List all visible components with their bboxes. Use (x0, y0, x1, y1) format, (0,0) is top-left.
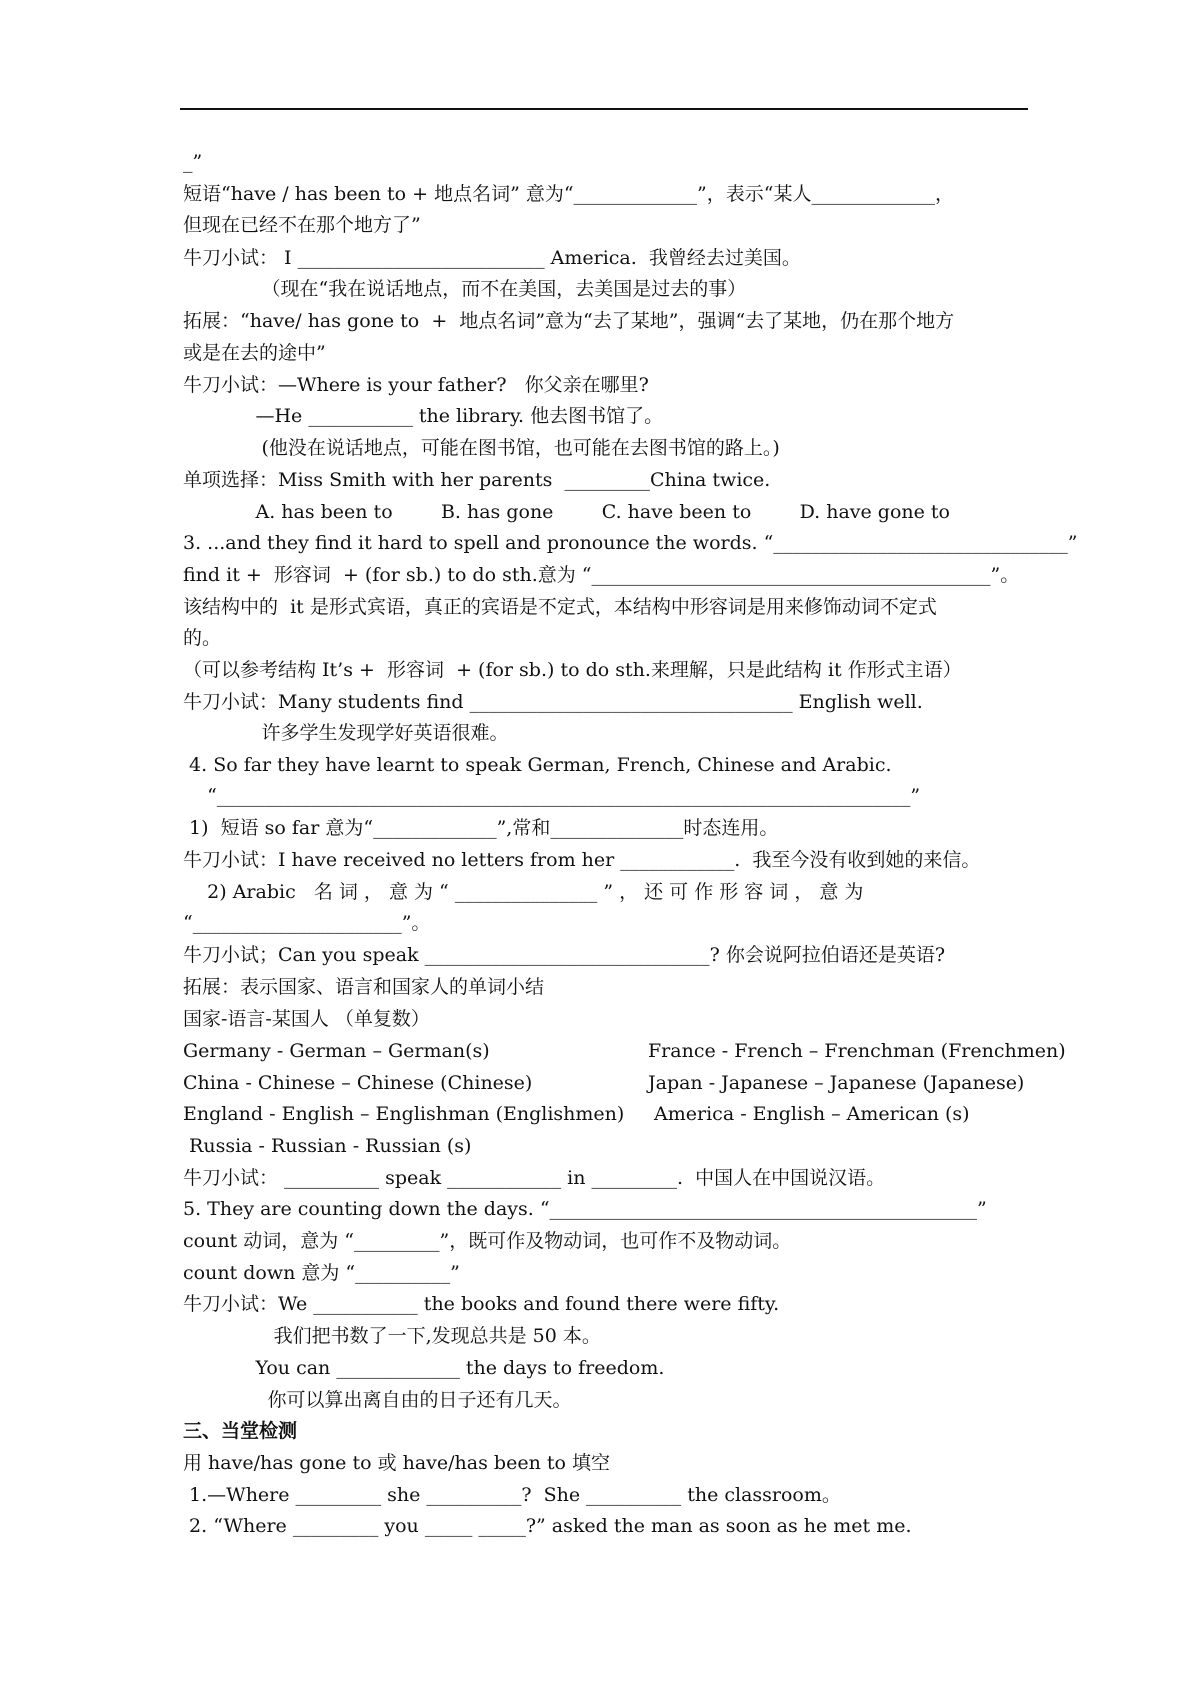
text-line: 牛刀小试： I __________________________ America. 我曾经去过美国。 (183, 247, 801, 269)
text-line: 但现在已经不在那个地方了” (183, 214, 421, 236)
text-line: （现在“我在说话地点，而不在美国，去美国是过去的事） (183, 278, 747, 300)
text-line: 牛刀小试；Can you speak ______________________________? 你会说阿拉伯语还是英语? (183, 944, 946, 966)
text-line: 2) Arabic 名 词 ， 意 为 “ _______________ ” ， 还 可 作 形 容 词 ， 意 为 (183, 881, 864, 903)
text-line: 3. ...and they find it hard to spell and pronounce the words. “_______________________________” (183, 532, 1078, 554)
section-title: 三、当堂检测 (183, 1420, 298, 1442)
text-line: 或是在去的途中” (183, 342, 326, 364)
text-line: 牛刀小试：I have received no letters from her ____________. 我至今没有收到她的来信。 (183, 849, 981, 871)
text-line: 牛刀小试：We ___________ the books and found there were fifty. (183, 1293, 780, 1315)
text-line: 4. So far they have learnt to speak German, French, Chinese and Arabic. (183, 754, 892, 776)
text-line: 牛刀小试： __________ speak ____________ in _________. 中国人在中国说汉语。 (183, 1167, 886, 1189)
text-line: —He ___________ the library. 他去图书馆了。 (183, 405, 664, 427)
text-line: 该结构中的 it 是形式宾语，真正的宾语是不定式，本结构中形容词是用来修饰动词不定式 (183, 596, 937, 618)
text-line: 单项选择：Miss Smith with her parents _________China twice. (183, 469, 771, 491)
text-line: 牛刀小试：—Where is your father? 你父亲在哪里? (183, 374, 649, 396)
country-row-left: China - Chinese – Chinese (Chinese) (183, 1072, 533, 1094)
text-line: (他没在说话地点，可能在图书馆，也可能在去图书馆的路上。) (183, 437, 780, 459)
text-line: 国家-语言-某国人 （单复数） (183, 1008, 430, 1030)
exercise-line: 2. “Where _________ you _____ _____?” asked the man as soon as he met me. (183, 1515, 912, 1537)
text-line: 我们把书数了一下,发现总共是 50 本。 (183, 1325, 601, 1347)
text-line: find it + 形容词 + (for sb.) to do sth.意为 “__________________________________________”。 (183, 564, 1020, 586)
text-line: _” (183, 151, 203, 173)
country-row-left: Russia - Russian - Russian (s) (183, 1135, 472, 1157)
text-line: 拓展：表示国家、语言和国家人的单词小结 (183, 976, 545, 998)
text-line: 1) 短语 so far 意为“_____________”,常和______________时态连用。 (183, 817, 779, 839)
country-row-right: America - English – American (s) (648, 1103, 970, 1125)
text-line: You can _____________ the days to freedom. (183, 1357, 665, 1379)
country-row-right: France - French – Frenchman (Frenchmen) (648, 1040, 1066, 1062)
text-line: “______________________”。 (183, 912, 431, 934)
text-line: 许多学生发现学好英语很难。 (183, 722, 509, 744)
text-line: 用 have/has gone to 或 have/has been to 填空 (183, 1452, 610, 1474)
text-line: A. has been to B. has gone C. have been to D. have gone to (183, 501, 950, 523)
text-line: 牛刀小试：Many students find __________________________________ English well. (183, 691, 923, 713)
country-row-left: Germany - German – German(s) (183, 1040, 490, 1062)
text-line: 的。 (183, 627, 222, 649)
text-line: 你可以算出离自由的日子还有几天。 (183, 1389, 572, 1411)
text-line: 5. They are counting down the days. “_____________________________________________” (183, 1198, 987, 1220)
text-line: count 动词，意为 “_________”，既可作及物动词，也可作不及物动词。 (183, 1230, 792, 1252)
text-line: （可以参考结构 It’s + 形容词 + (for sb.) to do sth.来理解，只是此结构 it 作形式主语） (183, 659, 962, 681)
text-line: 短语“have / has been to + 地点名词” 意为“_____________”，表示“某人_____________， (183, 183, 954, 205)
country-row-left: England - English – Englishman (Englishmen) (183, 1103, 625, 1125)
text-line: count down 意为 “__________” (183, 1262, 460, 1284)
header-rule (180, 108, 1028, 110)
text-line: 拓展：“have/ has gone to + 地点名词”意为“去了某地”，强调“去了某地，仍在那个地方 (183, 310, 955, 332)
country-row-right: Japan - Japanese – Japanese (Japanese) (648, 1072, 1025, 1094)
text-line: “_________________________________________________________________________” (183, 785, 921, 807)
exercise-line: 1.—Where _________ she __________? She __________ the classroom。 (183, 1484, 841, 1506)
